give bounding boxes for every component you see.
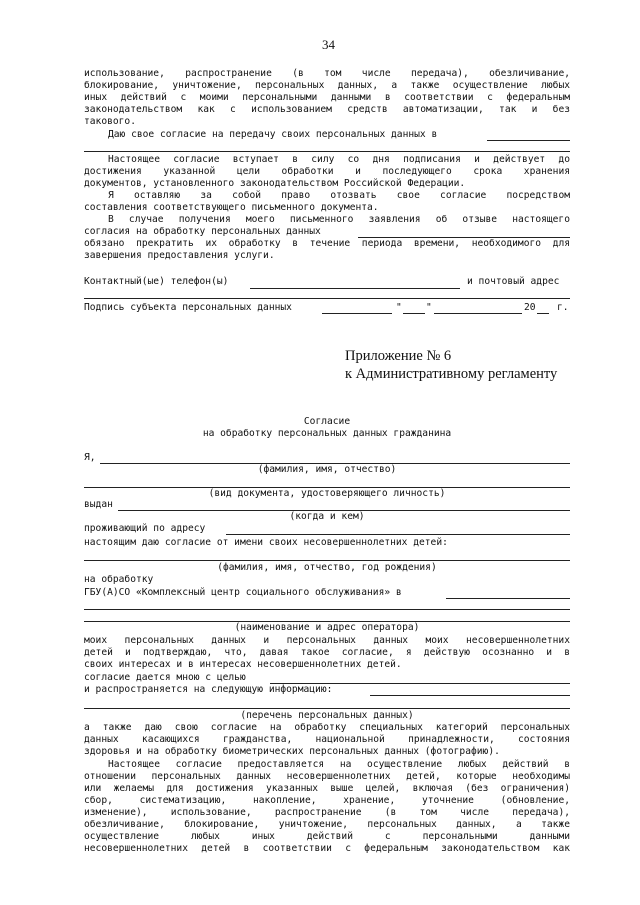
issued-label: выдан bbox=[84, 499, 113, 510]
text-line: составления соответствующего письменного документа. bbox=[84, 202, 379, 213]
text-line: согласия на обработку персональных данных bbox=[84, 226, 321, 237]
children-field[interactable] bbox=[84, 560, 570, 561]
transfer-blank[interactable] bbox=[487, 140, 570, 141]
text-line: детей и подтверждаю, что, давая такое согласие, я действую осознанно и в bbox=[84, 647, 570, 658]
text-line: завершения предоставления услуги. bbox=[84, 250, 275, 261]
consent-transfer-text: Даю свое согласие на передачу своих персональных данных в bbox=[108, 129, 438, 140]
year-suffix: г. bbox=[557, 302, 569, 313]
i-label: Я, bbox=[84, 452, 96, 463]
signature-blank[interactable] bbox=[322, 313, 392, 314]
text-line: или желаемы для достижения указанных выше целей, включая (без ограничения) bbox=[84, 783, 570, 794]
operator-caption: (наименование и адрес оператора) bbox=[234, 622, 420, 633]
appendix-number: Приложение № 6 bbox=[345, 348, 452, 364]
text-line: моих персональных данных и персональных данных моих несовершеннолетних bbox=[84, 635, 570, 646]
transfer-blank-2[interactable] bbox=[84, 151, 570, 152]
info-field-2[interactable] bbox=[84, 708, 570, 709]
text-line: обязано прекратить их обработку в течение периода времени, необходимого для bbox=[84, 238, 570, 249]
day-blank[interactable] bbox=[403, 313, 425, 314]
text-line: Настоящее согласие вступает в силу со дня подписания и действует до bbox=[108, 154, 570, 165]
text-line: сбор, систематизацию, накопление, хранение, уточнение (обновление, bbox=[84, 795, 570, 806]
month-blank[interactable] bbox=[434, 313, 522, 314]
text-line: законодательством как с использованием средств автоматизации, так и без bbox=[84, 104, 570, 115]
residing-label: проживающий по адресу bbox=[84, 523, 206, 534]
year-prefix: 20 bbox=[524, 302, 536, 313]
operator-field-2[interactable] bbox=[84, 609, 570, 610]
text-line: документов, установленного законодательством Российской Федерации. bbox=[84, 178, 466, 189]
text-line: использование, распространение (в том числе передача), обезличивание, bbox=[84, 68, 570, 79]
text-line: данных касающихся гражданства, национальной принадлежности, состояния bbox=[84, 734, 570, 745]
purpose-label: согласие дается мною с целью bbox=[84, 672, 246, 683]
text-line: обезличивание, блокирование, уничтожение, персональных данных, а также bbox=[84, 819, 570, 830]
text-line: Я оставляю за собой право отозвать свое согласие посредством bbox=[108, 190, 570, 201]
fio-caption: (фамилия, имя, отчество) bbox=[257, 464, 397, 475]
appendix-reference: к Административному регламенту bbox=[345, 366, 558, 382]
text-line: а также даю свою согласие на обработку специальных категорий персональных bbox=[84, 722, 570, 733]
text-line: изменение), использование, распространение (в том числе передача), bbox=[84, 807, 570, 818]
info-field[interactable] bbox=[370, 695, 570, 696]
issued-caption: (когда и кем) bbox=[289, 511, 365, 522]
form-title: Согласие bbox=[303, 416, 351, 427]
text-line: такового. bbox=[84, 116, 136, 127]
text-line: Настоящее согласие предоставляется на осуществление любых действий в bbox=[108, 759, 570, 770]
text-line: отношении персональных данных несовершеннолетних детей, которые необходимы bbox=[84, 771, 570, 782]
operator-label: ГБУ(А)СО «Комплексный центр социального обслуживания» в bbox=[84, 587, 402, 598]
text-line: иных действий с моими персональными данными в соответствии с федеральным bbox=[84, 92, 570, 103]
page-number: 34 bbox=[322, 37, 335, 52]
contact-phone-label: Контактный(ые) телефон(ы) bbox=[84, 276, 229, 287]
info-caption: (перечень персональных данных) bbox=[240, 710, 414, 721]
quote-close: " bbox=[426, 302, 432, 313]
minors-text: настоящим даю согласие от имени своих несовершеннолетних детей: bbox=[84, 537, 448, 548]
children-caption: (фамилия, имя, отчество, год рождения) bbox=[217, 562, 437, 573]
form-subtitle: на обработку персональных данных гражданина bbox=[202, 428, 452, 439]
postal-address-blank[interactable] bbox=[84, 298, 570, 299]
document-caption: (вид документа, удостоверяющего личность) bbox=[208, 488, 446, 499]
text-line: В случае получения моего письменного заявления об отзыве настоящего bbox=[108, 214, 570, 225]
contact-phone-blank[interactable] bbox=[250, 288, 460, 289]
text-line: блокирование, уничтожение, персональных данных, а также осуществление любых bbox=[84, 80, 570, 91]
info-label: и распространяется на следующую информацию: bbox=[84, 684, 333, 695]
text-line: несовершеннолетних детей в соответствии с федеральным законодательством как bbox=[84, 843, 570, 854]
address-field[interactable] bbox=[226, 534, 570, 535]
signature-label: Подпись субъекта персональных данных bbox=[84, 302, 292, 313]
operator-field[interactable] bbox=[446, 598, 570, 599]
quote-open: " bbox=[396, 302, 402, 313]
postal-address-label: и почтовый адрес bbox=[467, 276, 560, 287]
text-line: осуществление любых иных действий с персональными данными bbox=[84, 831, 570, 842]
text-line: достижения указанной цели обработки и последующего срока хранения bbox=[84, 166, 570, 177]
text-line: своих интересах и в интересах несовершеннолетних детей. bbox=[84, 659, 402, 670]
year-blank[interactable] bbox=[537, 313, 549, 314]
text-line: здоровья и на обработку биометрических персональных данных (фотографию). bbox=[84, 746, 500, 757]
processing-label: на обработку bbox=[84, 574, 154, 585]
